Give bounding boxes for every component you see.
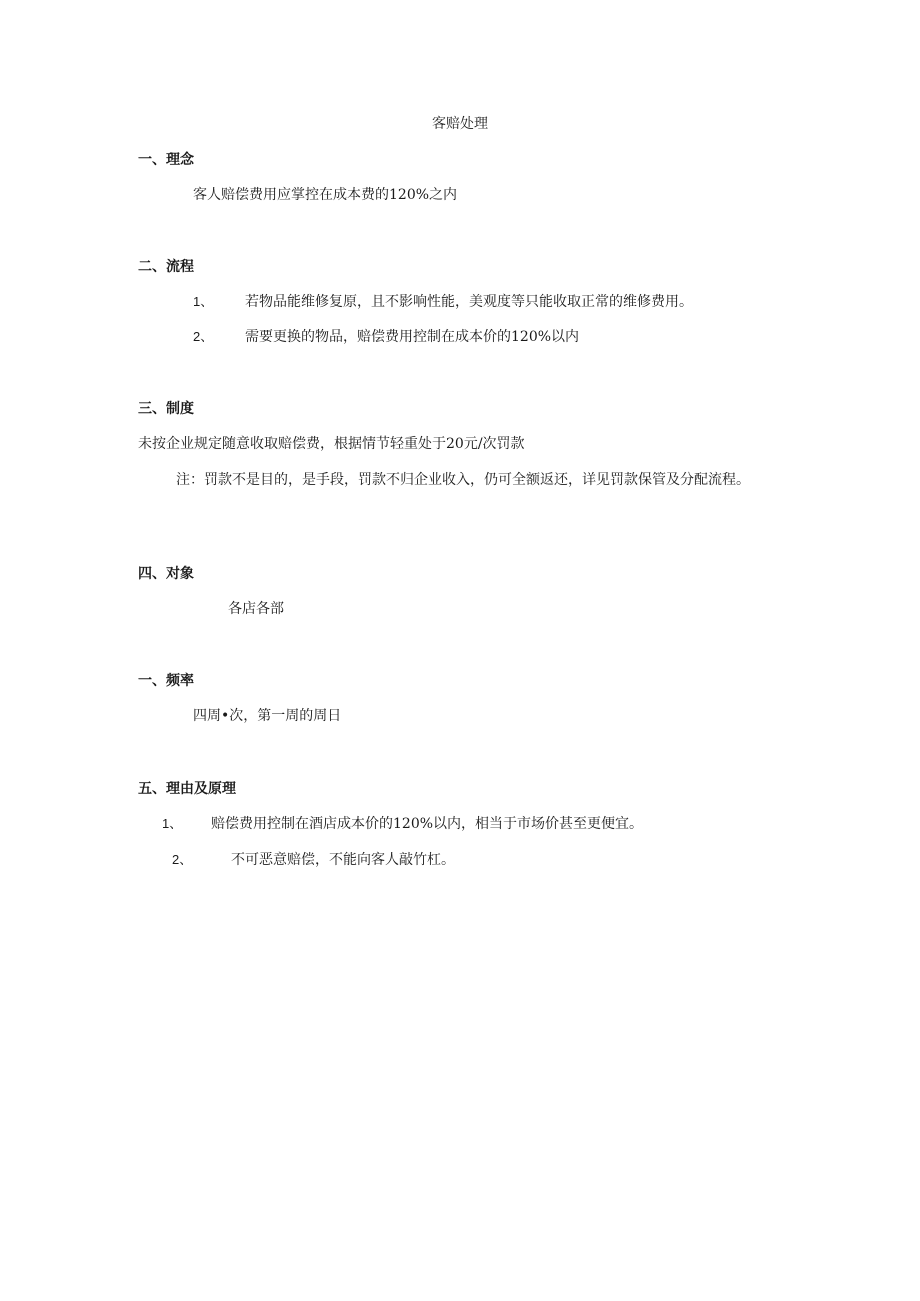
- section-heading-policy: 三、制度: [138, 401, 194, 417]
- process-item-1-number: 1、: [193, 294, 214, 309]
- rationale-item-1-text: 赔偿费用控制在酒店成本价的120%以内，相当于市场价甚至更便宜。: [211, 816, 644, 832]
- process-item-2-text: 需要更换的物品，赔偿费用控制在成本价的120%以内: [245, 329, 580, 345]
- process-item-1-text: 若物品能维修复原，且不影响性能，美观度等只能收取正常的维修费用。: [245, 294, 693, 310]
- section-heading-process: 二、流程: [138, 259, 194, 275]
- frequency-text: 四周•次，第一周的周日: [193, 708, 342, 724]
- rationale-item-2-text: 不可恶意赔偿，不能向客人敲竹杠。: [231, 852, 455, 868]
- section-heading-rationale: 五、理由及原理: [138, 781, 236, 797]
- rationale-item-1-number: 1、: [162, 816, 183, 831]
- process-item-2-number: 2、: [193, 329, 214, 344]
- section-heading-concept: 一、理念: [138, 152, 194, 168]
- policy-note: 注：罚款不是目的，是手段，罚款不归企业收入，仍可全额返还，详见罚款保管及分配流程。: [176, 472, 750, 488]
- document-title: 客赔处理: [432, 116, 488, 132]
- section-heading-frequency: 一、频率: [138, 673, 194, 689]
- section-heading-target: 四、对象: [138, 566, 194, 582]
- concept-text: 客人赔偿费用应掌控在成本费的120%之内: [193, 187, 458, 203]
- target-text: 各店各部: [228, 601, 284, 617]
- rationale-item-2-number: 2、: [172, 852, 193, 867]
- policy-text: 未按企业规定随意收取赔偿费，根据情节轻重处于20元/次罚款: [138, 436, 525, 452]
